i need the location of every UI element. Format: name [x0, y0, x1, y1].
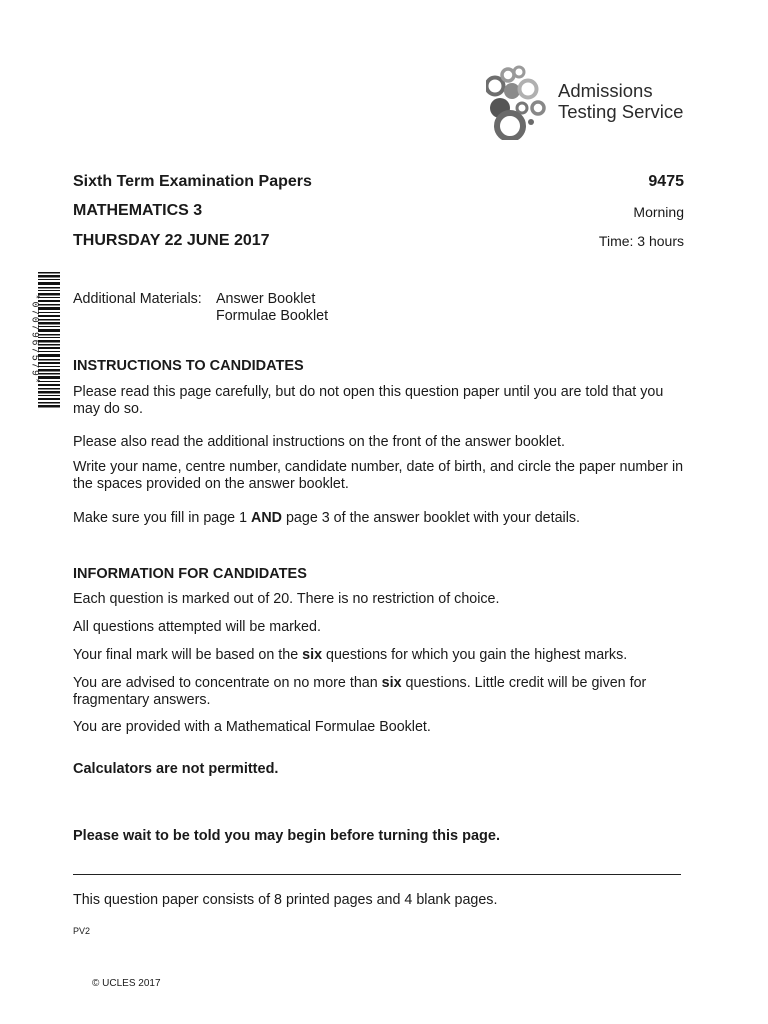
exam-session: Morning	[633, 204, 684, 220]
instructions-p4-end: page 3 of the answer booklet with your details.	[282, 510, 581, 526]
logo-line-1: Admissions	[558, 80, 653, 101]
information-heading: INFORMATION FOR CANDIDATES	[73, 566, 307, 582]
information-paragraph-2: All questions attempted will be marked.	[73, 619, 321, 635]
information-p4-end: questions. Little credit will be given for fragmentary answers.	[73, 675, 647, 708]
version-code: PV2	[73, 926, 91, 936]
instructions-paragraph-1: Please read this page carefully, but do not open this question paper until you are told that you may do so.	[73, 384, 664, 417]
copyright: © UCLES 2017	[92, 978, 161, 989]
page-count-statement: This question paper consists of 8 printed pages and 4 blank pages.	[73, 892, 498, 908]
instructions-paragraph-2: Please also read the additional instructions on the front of the answer booklet.	[73, 434, 565, 450]
exam-date: THURSDAY 22 JUNE 2017	[73, 232, 270, 249]
exam-series: Sixth Term Examination Papers	[73, 173, 312, 190]
instructions-heading: INSTRUCTIONS TO CANDIDATES	[73, 358, 304, 374]
exam-duration: Time: 3 hours	[598, 233, 684, 249]
instructions-p4-start: Make sure you fill in page 1	[73, 510, 252, 526]
information-p3-emphasis: six	[302, 647, 323, 663]
admissions-testing-service-logo	[486, 64, 556, 140]
barcode	[24, 270, 64, 410]
instructions-paragraph-3: Write your name, centre number, candidate number, date of birth, and circle the paper number in the spaces provided on the answer booklet.	[73, 459, 684, 492]
information-p4-start: You are advised to concentrate on no more than	[73, 675, 382, 691]
information-paragraph-5: You are provided with a Mathematical Formulae Booklet.	[73, 719, 431, 735]
barcode-digits: *0707967579*	[28, 293, 40, 386]
paper-code: 9475	[648, 173, 684, 190]
information-p4-emphasis: six	[381, 675, 402, 691]
materials-item-answer-booklet: Answer Booklet	[216, 291, 316, 307]
information-paragraph-4	[73, 675, 693, 708]
logo-line-2: Testing Service	[558, 101, 684, 122]
information-paragraph-1: Each question is marked out of 20. There is no restriction of choice.	[73, 591, 500, 607]
information-p3-end: questions for which you gain the highest marks.	[322, 647, 628, 663]
calculators-notice: Calculators are not permitted.	[73, 761, 279, 777]
materials-item-formulae-booklet: Formulae Booklet	[216, 308, 329, 324]
divider-line	[73, 874, 681, 875]
instructions-paragraph-4	[73, 510, 693, 527]
exam-subject: MATHEMATICS 3	[73, 202, 203, 219]
materials-label: Additional Materials:	[73, 291, 202, 307]
information-paragraph-3	[73, 647, 693, 664]
logo-wordmark	[558, 80, 683, 122]
information-p3-start: Your final mark will be based on the	[73, 647, 303, 663]
instructions-p4-emphasis: AND	[251, 510, 282, 526]
wait-notice: Please wait to be told you may begin before turning this page.	[73, 828, 501, 844]
